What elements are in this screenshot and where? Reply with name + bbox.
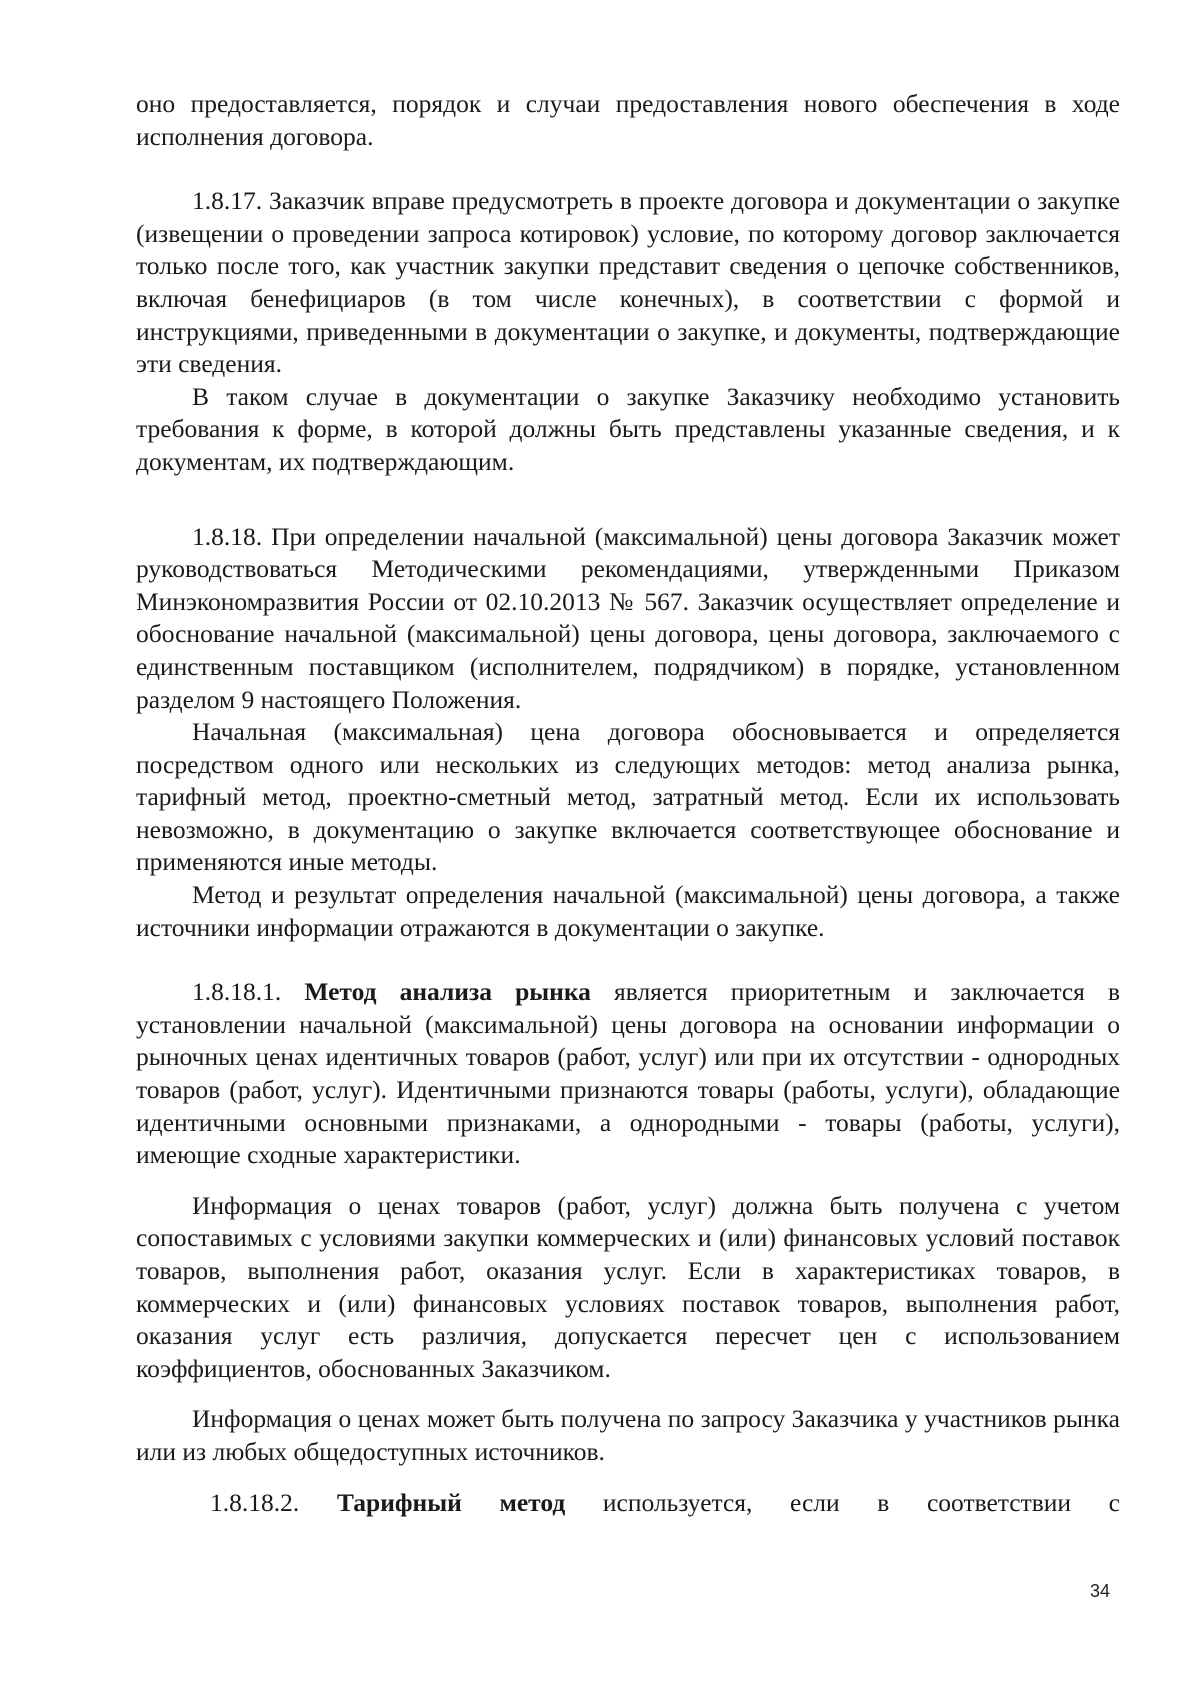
paragraph-body: является приоритетным и заключается в установлении начальной (максимальной) цены договора на основании информации о рыночных ценах идентичных товаров (работ, услуг) или при их отсутствии - однородных товаров (работ, услуг). Идентичными признаются товары (работы, услуги), обладающие идентичными основными признаками, а однородными - товары (работы, услуги), имеющие сходные характеристики. (136, 977, 1120, 1170)
term-tariff-method: Тарифный метод (336, 1487, 566, 1517)
paragraph-price-information: Информация о ценах товаров (работ, услуг) должна быть получена с учетом сопоставимых с условиями закупки коммерческих и (или) финансовых условий поставок товаров, выполнения работ, оказания услуг. Если в характеристиках товаров, в коммерческих и (или) финансовых условиях поставок товаров, выполнения работ, оказания услуг есть различия, допускается пересчет цен с использованием коэффициентов, обоснованных Заказчиком. (136, 1190, 1120, 1383)
paragraph-price-sources: Информация о ценах может быть получена по запросу Заказчика у участников рынка или из любых общедоступных источников. (136, 1404, 1120, 1466)
term-market-analysis: Метод анализа рынка (304, 977, 591, 1007)
paragraph-1-8-18: 1.8.18. При определении начальной (максимальной) цены договора Заказчик может руководствоваться Методическими рекомендациями, утвержденными Приказом Минэкономразвития России от 02.10.2013 № 567. Заказчик осуществляет определение и обоснование начальной (максимальной) цены договора, цены договора, заключаемого с единственным поставщиком (исполнителем, подрядчиком) в порядке, установленном разделом 9 настоящего Положения. (136, 521, 1120, 714)
paragraph-1-8-18-1 (136, 976, 1120, 1172)
paragraph-number: 1.8.18.1. (192, 977, 305, 1007)
page-number: 34 (1090, 1581, 1111, 1601)
paragraph-continuation: оно предоставляется, порядок и случаи предоставления нового обеспечения в ходе исполнения договора. (136, 89, 1120, 151)
document-body (136, 88, 1120, 1519)
paragraph-1-8-17-requirements: В таком случае в документации о закупке Заказчику необходимо установить требования к форме, в которой должны быть представлены указанные сведения, и к документам, их подтверждающим. (136, 381, 1120, 476)
paragraph-body: используется, если в соответствии с (565, 1487, 1120, 1517)
paragraph-price-methods: Начальная (максимальная) цена договора обосновывается и определяется посредством одного или нескольких из следующих методов: метод анализа рынка, тарифный метод, проектно-сметный метод, затратный метод. Если их использовать невозможно, в документацию о закупке включается соответствующее обоснование и применяются иные методы. (136, 717, 1120, 877)
paragraph-1-8-18-2 (136, 1487, 1120, 1520)
paragraph-method-result: Метод и результат определения начальной (максимальной) цены договора, а также источники информации отражаются в документации о закупке. (136, 880, 1120, 942)
paragraph-number: 1.8.18.2. (210, 1487, 337, 1517)
paragraph-1-8-17: 1.8.17. Заказчик вправе предусмотреть в проекте договора и документации о закупке (извещении о проведении запроса котировок) условие, по которому договор заключается только после того, как участник закупки представит сведения о цепочке собственников, включая бенефициаров (в том числе конечных), в соответствии с формой и инструкциями, приведенными в документации о закупке, и документы, подтверждающие эти сведения. (136, 186, 1120, 379)
